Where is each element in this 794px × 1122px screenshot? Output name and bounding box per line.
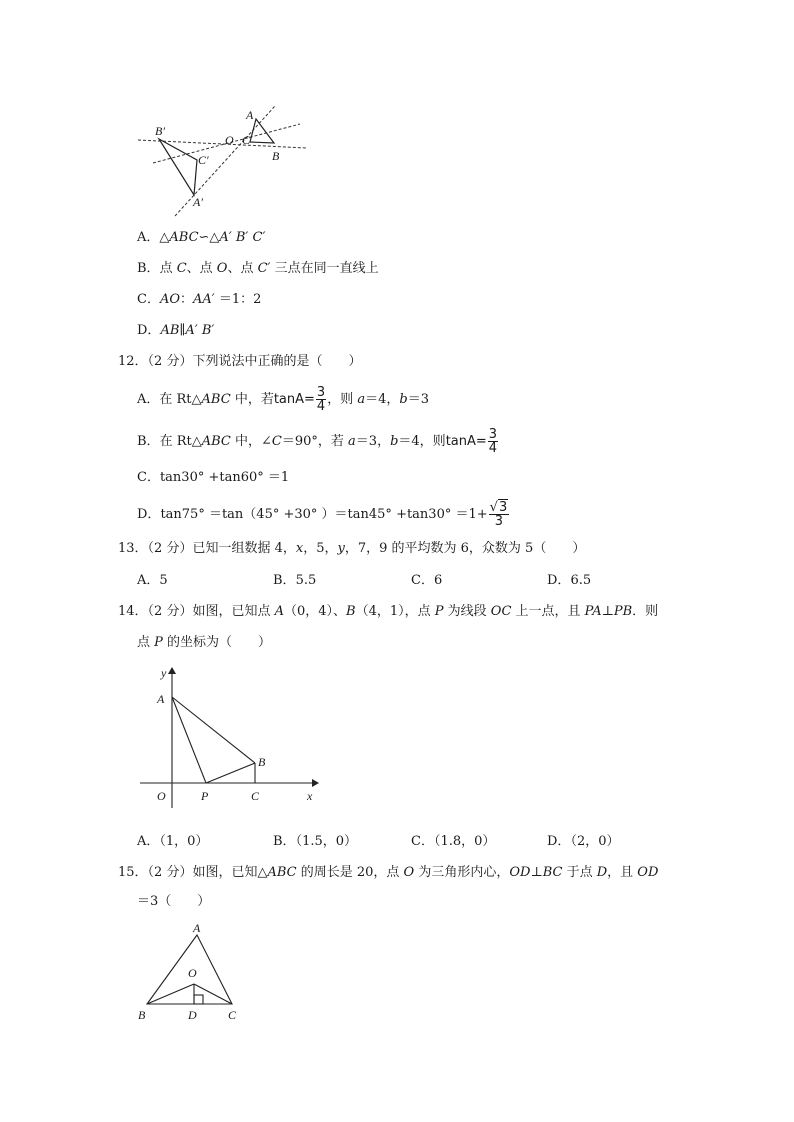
text: ，则 [327,392,358,407]
option-letter: A． [137,230,160,245]
var-b: B [346,604,356,619]
option-text: 6.5 [570,573,592,588]
q14-stem-line2 [137,634,271,652]
label-x: x [307,789,313,803]
label-a: A [193,921,201,935]
option-text: （1.8，0） [433,834,496,849]
q15-figure [135,918,245,1022]
var-c: C [176,261,187,276]
text: 的周长是 20，点 [296,865,404,880]
q15-stem-line1 [118,864,658,882]
triangle-abc [250,119,274,143]
option-text: 6 [433,573,443,588]
var-a: a [348,434,356,449]
option-letter: A． [137,392,160,407]
var-a: a [357,392,366,407]
q14-option-d [547,833,619,851]
var-pb: PB [613,604,633,619]
text: 在 Rt△ [159,392,202,407]
text: ∥ [179,323,186,338]
option-letter: C． [137,292,160,307]
q14-option-c [411,833,495,851]
text: ．则 [632,604,659,619]
text: ＝90°，若 [281,434,349,449]
option-letter: B． [273,834,296,849]
var-x: x [295,541,304,556]
q15-stem-line2 [137,893,210,911]
radical-sign: √ [489,500,498,515]
option-text: 5 [159,573,168,588]
var-d: D [596,865,608,880]
label-c: C [228,1008,237,1022]
var-abc: ABC [267,865,297,880]
option-letter: A． [137,834,160,849]
text: ，且 [607,865,638,880]
segment-pb [206,763,255,783]
q13-option-b [273,572,316,590]
text: 点 [159,261,177,276]
text: 已知一组数据 4， [192,541,296,556]
q14-option-a [137,833,208,851]
option-letter: C． [137,470,160,485]
text: ＝1：2 [214,292,262,307]
fraction [488,428,498,455]
var-o: O [403,865,415,880]
text: ⊥ [530,865,543,880]
denominator: 3 [494,514,504,529]
var-b: b [390,434,399,449]
label-b-prime: B′ [155,124,165,138]
q11-option-b [137,260,379,278]
var-abc: ABC [201,392,231,407]
option-letter: B． [273,573,296,588]
option-text: 5.5 [295,573,317,588]
option-letter: C． [411,573,434,588]
q11-figure [135,102,310,218]
var-b: b [399,392,408,407]
question-number: 12． [118,354,148,369]
dashed-line-aa [175,106,275,216]
q13-option-c [411,572,442,590]
label-p: P [201,789,209,803]
radicand: 3 [498,500,508,515]
question-score: （2 分） [147,541,193,556]
text: ＝3 [407,392,429,407]
option-letter: B． [137,261,160,276]
fraction [489,501,510,528]
option-letter: D． [547,573,571,588]
var-ao: AO [159,292,180,307]
tan-a: tanA= [273,392,315,407]
segment-oc [194,984,232,1004]
text: 点 [137,635,155,650]
var-o: O [216,261,228,276]
q11-option-d [137,322,214,340]
text: 的坐标为（ ） [162,635,272,650]
question-score: （2 分） [147,604,193,619]
q12-option-a [137,386,429,413]
option-letter: D． [137,323,161,338]
q12-stem [118,353,361,371]
q12-option-d [137,500,510,530]
text: 三点在同一直线上 [270,261,379,276]
label-a-prime: A′ [193,195,203,209]
fraction [316,386,326,413]
q14-figure [135,660,335,810]
label-a: A [157,692,165,706]
var-a: A [274,604,284,619]
label-c-prime: C′ [198,153,209,167]
text: 于点 [562,865,597,880]
label-o: O [225,133,234,147]
var-aa-prime: AA′ [193,292,215,307]
text: 上一点，且 [511,604,585,619]
var-y: y [337,541,345,556]
text: 如图，已知点 [192,604,275,619]
q12-option-b [137,428,499,455]
option-text: △ABC∽△A′ B′ C′ [159,230,266,245]
q14-stem-line1 [118,603,658,621]
question-text: 下列说法中正确的是（ ） [192,354,362,369]
text: ＝4，则 [398,434,446,449]
numerator: 3 [488,427,498,442]
text: 为三角形内心， [414,865,510,880]
text: 中，若 [230,392,274,407]
var-bc: BC [542,865,563,880]
text: （4，1），点 [355,604,435,619]
denominator: 4 [488,441,498,456]
text: ，5， [303,541,338,556]
label-b: B [138,1008,146,1022]
question-number: 13． [118,541,148,556]
segment-ab [172,697,255,763]
question-score: （2 分） [147,354,193,369]
var-c-prime: C′ [257,261,271,276]
triangle-abc-prime [159,139,197,195]
q13-option-a [137,572,168,590]
var-c: C [271,434,282,449]
q12-option-c [137,469,289,487]
var-ab: AB [160,323,180,338]
question-score: （2 分） [147,865,193,880]
label-o: O [157,789,166,803]
text: 在 Rt△ [159,434,202,449]
option-text: （2，0） [570,834,620,849]
text: 、点 [186,261,217,276]
option-text: tan30° +tan60° ＝1 [159,470,290,485]
var-ab-prime: A′ B′ [185,323,215,338]
text: 如图，已知△ [192,865,268,880]
tan-a: tanA= [445,434,487,449]
q13-option-d [547,572,591,590]
var-p: P [434,604,444,619]
var-p: P [154,635,163,650]
label-c: C [251,789,260,803]
text: （0，4）、 [283,604,347,619]
text: ⊥ [601,604,614,619]
option-letter: D． [137,507,161,522]
q14-option-b [273,833,357,851]
q13-stem [118,540,585,558]
label-b: B [272,149,280,163]
text: ＝4， [365,392,400,407]
text: 、点 [227,261,258,276]
right-angle-mark [194,995,203,1004]
denominator: 4 [316,399,326,414]
text: 为线段 [443,604,491,619]
numerator: 3 [316,385,326,400]
label-y: y [161,666,167,680]
text: ＝3， [355,434,391,449]
option-text: （1，0） [159,834,209,849]
var-od: OD [637,865,659,880]
var-pa: PA [584,604,602,619]
label-b: B [258,755,266,769]
label-a: A [246,108,254,122]
option-text: （1.5，0） [295,834,358,849]
var-oc: OC [490,604,512,619]
var-abc: ABC [201,434,231,449]
text: ＝3（ ） [137,894,211,909]
question-number: 15． [118,865,148,880]
question-number: 14． [118,604,148,619]
text: ，7，9 的平均数为 6，众数为 5（ ） [344,541,586,556]
option-letter: A． [137,573,160,588]
numerator [489,501,510,515]
q11-option-c [137,291,261,309]
text: 中，∠ [230,434,272,449]
q11-option-a [137,229,265,247]
option-letter: C． [411,834,434,849]
label-c: C [242,133,251,147]
text: ： [180,292,194,307]
label-o: O [188,966,197,980]
option-letter: B． [137,434,160,449]
option-letter: D． [547,834,571,849]
option-text: tan75° ＝tan（45° +30° ）＝tan45° +tan30° ＝1+ [160,507,488,522]
label-d: D [188,1008,197,1022]
var-od: OD [509,865,531,880]
